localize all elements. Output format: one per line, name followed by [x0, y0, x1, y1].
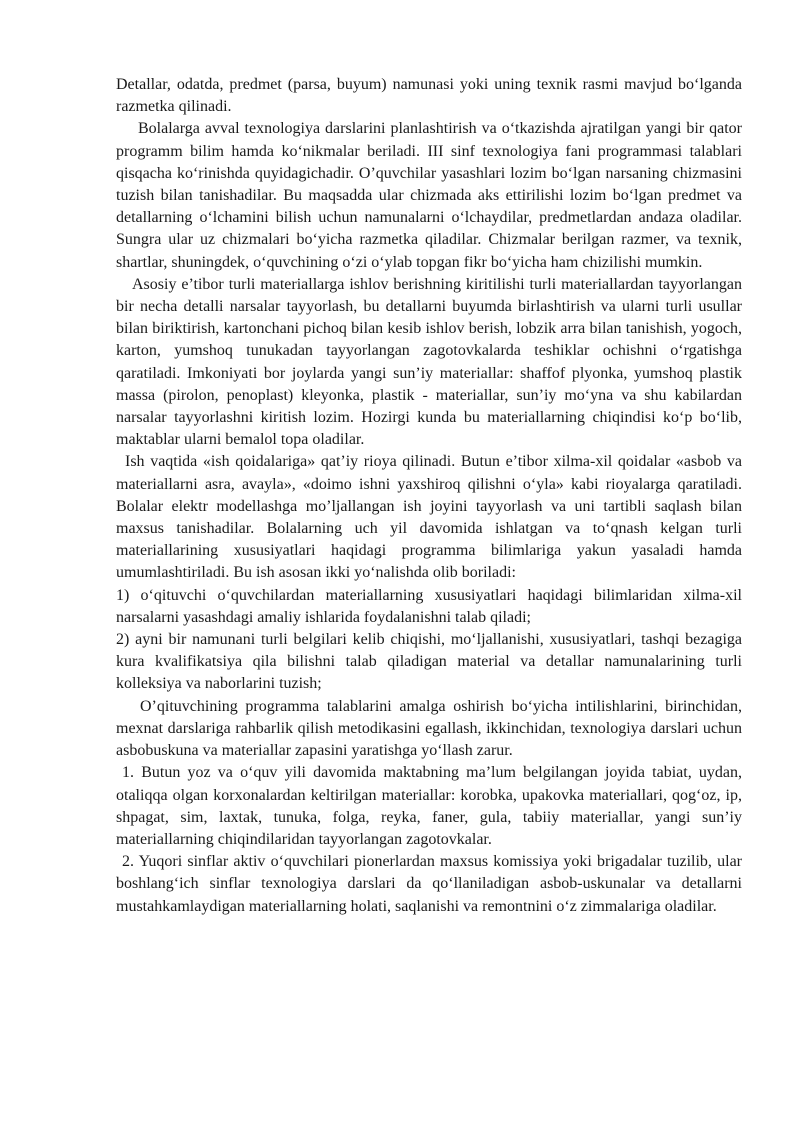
paragraph-oqituvchi: O’qituvchining programma talablarini amalga oshirish bo‘yicha intilishlarini, birinchidan, mexnat darslariga rahbarlik qilish metodikasini egallash, ikkinchidan, texnologiya darslari uchun asbobuskuna va materiallar zapasini yaratishga yo‘llash zarur. [116, 697, 742, 760]
numbered-item-1: 1. Butun yoz va o‘quv yili davomida maktabning ma’lum belgilangan joyida tabiat, uydan, otaliqqa olgan korxonalardan keltirilgan materiallar: korobka, upakovka materiallari, qog‘oz, ip, shpagat, sim, laxtak, tunuka, folga, reyka, faner, gula, tabiiy materiallar, yangi sun’iy materiallarning chiqindilaridan tayyorlangan zagotovkalar. [116, 764, 742, 848]
paragraph-asosiy-etibor: Asosiy e’tibor turli materiallarga ishlov berishning kiritilishi turli materiallardan tayyorlangan bir necha detalli narsalar tayyorlash, bu detallarni buyumda birlashtirish va ularni turli usullar bilan biriktirish, kartonchani pichoq bilan kesib ishlov berish, lobzik arra bilan tanishish, yogoch, karton, yumshoq tunukadan tayyorlangan zagotovkalarda teshiklar ochishni o‘rgatishga qaratiladi. Imkoniyati bor joylarda yangi sun’iy materiallar: shaffof plyonka, yumshoq plastik massa (pirolon, penoplast) kleyonka, plastik - materiallar, sun’iy mo‘yna va shu kabilardan narsalar tayyorlashni kiritish lozim. Hozirgi kunda bu materiallarning chiqindisi ko‘p bo‘lib, maktablar ularni bemalol topa oladilar. [116, 275, 742, 449]
list-item-1: 1) o‘qituvchi o‘quvchilardan materiallarning xususiyatlari haqidagi bilimlaridan xilma-xil narsalarni yasashdagi amaliy ishlarida foydalanishni talab qiladi; [116, 586, 742, 626]
paragraph-programm-bilim: Bolalarga avval texnologiya darslarini planlashtirish va o‘tkazishda ajratilgan yangi bir qator programm bilim hamda ko‘nikmalar beriladi. III sinf texnologiya fani programmasi talablari qisqacha ko‘rinishda quyidagichadir. O’quvchilar yasashlari lozim bo‘lgan narsaning chizmasini tuzish bilan tanishadilar. Bu maqsadda ular chizmada aks ettirilishi lozim bo‘lgan predmet va detallarning o‘lchamini bilish uchun namunalarni o‘lchaydilar, predmetlardan andaza oladilar. Sungra ular uz chizmalari bo‘yicha razmetka qiladilar. Chizmalar berilgan razmer, va texnik, shartlar, shuningdek, o‘quvchining o‘zi o‘ylab topgan fikr bo‘yicha ham chizilishi mumkin. [116, 120, 742, 271]
paragraph-razmetka: Detallar, odatda, predmet (parsa, buyum) namunasi yoki uning texnik rasmi mavjud bo‘lganda razmetka qilinadi. [116, 76, 742, 116]
paragraph-ish-qoidalari: Ish vaqtida «ish qoidalariga» qat’iy rioya qilinadi. Butun e’tibor xilma-xil qoidalar «asbob va materiallarni asra, avayla», «doimo ishni yaxshiroq qilishni o‘yla» kabi rioyalarga qaratiladi. Bolalar elektr modellashga mo’ljallangan ish joyini tayyorlash va uni tartibli saqlash bilan maxsus tanishadilar. Bolalarning uch yil davomida ishlatgan va to‘qnash kelgan turli materiallarining xususiyatlari haqidagi programma bilimlariga yakun yasaladi hamda umumlashtiriladi. Bu ish asosan ikki yo‘nalishda olib boriladi: [116, 453, 742, 582]
document-page [116, 74, 742, 918]
numbered-item-2: 2. Yuqori sinflar aktiv o‘quvchilari pionerlardan maxsus komissiya yoki brigadalar tuzilib, ular boshlang‘ich sinflar texnologiya darslari da qo‘llaniladigan asbob-uskunalar va detallarni mustahkamlaydigan materiallarning holati, saqlanishi va remontnini o‘z zimmalariga oladilar. [116, 853, 742, 915]
list-item-2: 2) ayni bir namunani turli belgilari kelib chiqishi, mo‘ljallanishi, xususiyatlari, tashqi bezagiga kura kvalifikatsiya qila bilishni talab qiladigan material va detallar namunalarining turli kolleksiya va naborlarini tuzish; [116, 631, 742, 693]
